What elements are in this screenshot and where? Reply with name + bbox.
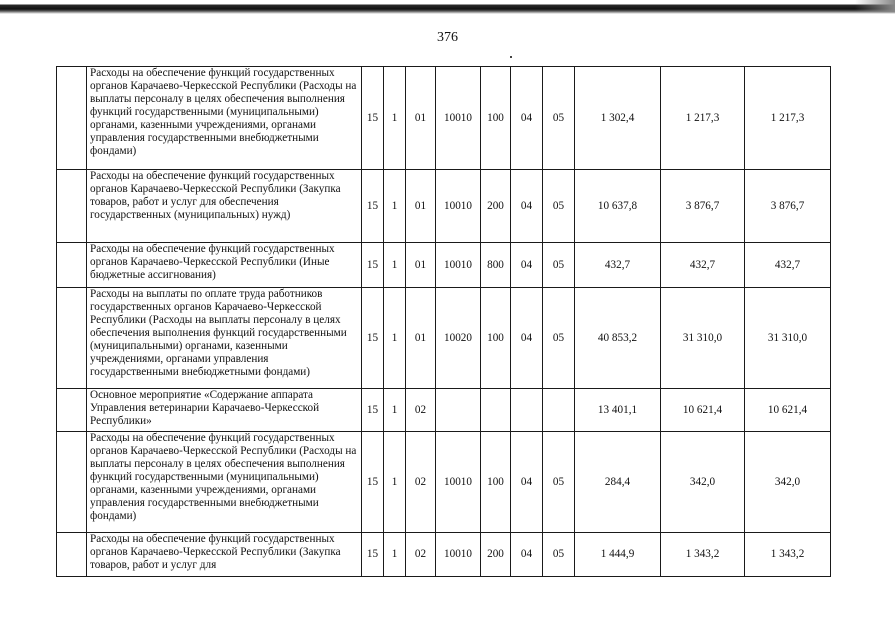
table-row (57, 533, 831, 577)
row-description: Расходы на обеспечение функций государственных органов Карачаево-Черкесской Республики (Закупка товаров, работ и услуг для обеспечения государственных (муниципальных) нужд) (87, 170, 362, 243)
amount-cell: 1 217,3 (661, 67, 745, 170)
code-cell: 100 (481, 432, 511, 533)
code-cell: 15 (362, 533, 384, 577)
table-row (57, 389, 831, 432)
table-row (57, 288, 831, 389)
amount-cell: 3 876,7 (745, 170, 831, 243)
code-cell: 02 (406, 432, 436, 533)
code-cell: 01 (406, 67, 436, 170)
code-cell: 02 (406, 389, 436, 432)
table-row (57, 170, 831, 243)
table-cell-blank (57, 533, 87, 577)
code-cell: 05 (543, 243, 575, 288)
code-cell: 01 (406, 243, 436, 288)
amount-cell: 432,7 (575, 243, 661, 288)
code-cell: 04 (511, 432, 543, 533)
amount-cell: 284,4 (575, 432, 661, 533)
code-cell: 10010 (436, 533, 481, 577)
code-cell: 15 (362, 243, 384, 288)
code-cell: 05 (543, 170, 575, 243)
code-cell: 1 (384, 389, 406, 432)
code-cell: 05 (543, 432, 575, 533)
code-cell: 04 (511, 67, 543, 170)
amount-cell: 10 637,8 (575, 170, 661, 243)
amount-cell: 40 853,2 (575, 288, 661, 389)
code-cell: 15 (362, 170, 384, 243)
amount-cell: 1 343,2 (745, 533, 831, 577)
page-number: 376 (437, 30, 458, 45)
amount-cell: 10 621,4 (745, 389, 831, 432)
code-cell: 1 (384, 170, 406, 243)
row-description: Расходы на обеспечение функций государственных органов Карачаево-Черкесской Республики (Иные бюджетные ассигнования) (87, 243, 362, 288)
code-cell (481, 389, 511, 432)
row-description: Расходы на обеспечение функций государственных органов Карачаево-Черкесской Республики (Закупка товаров, работ и услуг для (87, 533, 362, 577)
scan-speck (510, 56, 512, 58)
amount-cell: 10 621,4 (661, 389, 745, 432)
scan-corner-shadow (855, 0, 895, 12)
code-cell: 1 (384, 67, 406, 170)
code-cell: 01 (406, 170, 436, 243)
code-cell: 01 (406, 288, 436, 389)
amount-cell: 31 310,0 (661, 288, 745, 389)
code-cell: 1 (384, 288, 406, 389)
amount-cell: 432,7 (745, 243, 831, 288)
table-cell-blank (57, 288, 87, 389)
amount-cell: 1 302,4 (575, 67, 661, 170)
table-cell-blank (57, 243, 87, 288)
code-cell: 10010 (436, 243, 481, 288)
code-cell: 15 (362, 389, 384, 432)
code-cell: 1 (384, 243, 406, 288)
code-cell: 200 (481, 170, 511, 243)
table-cell-blank (57, 170, 87, 243)
row-description: Основное мероприятие «Содержание аппарата Управления ветеринарии Карачаево-Черкесской Республики» (87, 389, 362, 432)
code-cell: 15 (362, 432, 384, 533)
amount-cell: 1 444,9 (575, 533, 661, 577)
code-cell: 100 (481, 67, 511, 170)
table-cell-blank (57, 432, 87, 533)
amount-cell: 31 310,0 (745, 288, 831, 389)
code-cell: 10010 (436, 432, 481, 533)
amount-cell: 432,7 (661, 243, 745, 288)
code-cell: 04 (511, 288, 543, 389)
amount-cell: 3 876,7 (661, 170, 745, 243)
row-description: Расходы на выплаты по оплате труда работников государственных органов Карачаево-Черкесской Республики (Расходы на выплаты персоналу в целях обеспечения выполнения функций государственными (муниципальными) органами, казенными учреждениями, органами управления государственными внебюджетными фондами) (87, 288, 362, 389)
code-cell: 10010 (436, 67, 481, 170)
code-cell: 05 (543, 288, 575, 389)
code-cell: 200 (481, 533, 511, 577)
table-row (57, 67, 831, 170)
table-row (57, 243, 831, 288)
code-cell (436, 389, 481, 432)
code-cell (543, 389, 575, 432)
row-description: Расходы на обеспечение функций государственных органов Карачаево-Черкесской Республики (Расходы на выплаты персоналу в целях обеспечения выполнения функций государственными (муниципальными) органами, казенными учреждениями, органами управления государственными внебюджетными фондами) (87, 67, 362, 170)
code-cell: 02 (406, 533, 436, 577)
code-cell: 100 (481, 288, 511, 389)
amount-cell: 13 401,1 (575, 389, 661, 432)
table-cell-blank (57, 389, 87, 432)
scan-top-edge (0, 0, 895, 14)
code-cell: 800 (481, 243, 511, 288)
amount-cell: 342,0 (661, 432, 745, 533)
code-cell: 10010 (436, 170, 481, 243)
amount-cell: 1 217,3 (745, 67, 831, 170)
code-cell: 15 (362, 67, 384, 170)
code-cell: 05 (543, 67, 575, 170)
code-cell: 1 (384, 533, 406, 577)
table-cell-blank (57, 67, 87, 170)
code-cell (511, 389, 543, 432)
code-cell: 15 (362, 288, 384, 389)
code-cell: 1 (384, 432, 406, 533)
row-description: Расходы на обеспечение функций государственных органов Карачаево-Черкесской Республики (Расходы на выплаты персоналу в целях обеспечения выполнения функций государственными (муниципальными) органами, казенными учреждениями, органами управления государственными внебюджетными фондами) (87, 432, 362, 533)
code-cell: 05 (543, 533, 575, 577)
code-cell: 10020 (436, 288, 481, 389)
amount-cell: 342,0 (745, 432, 831, 533)
budget-table (56, 66, 831, 577)
code-cell: 04 (511, 170, 543, 243)
table-row (57, 432, 831, 533)
code-cell: 04 (511, 243, 543, 288)
code-cell: 04 (511, 533, 543, 577)
amount-cell: 1 343,2 (661, 533, 745, 577)
